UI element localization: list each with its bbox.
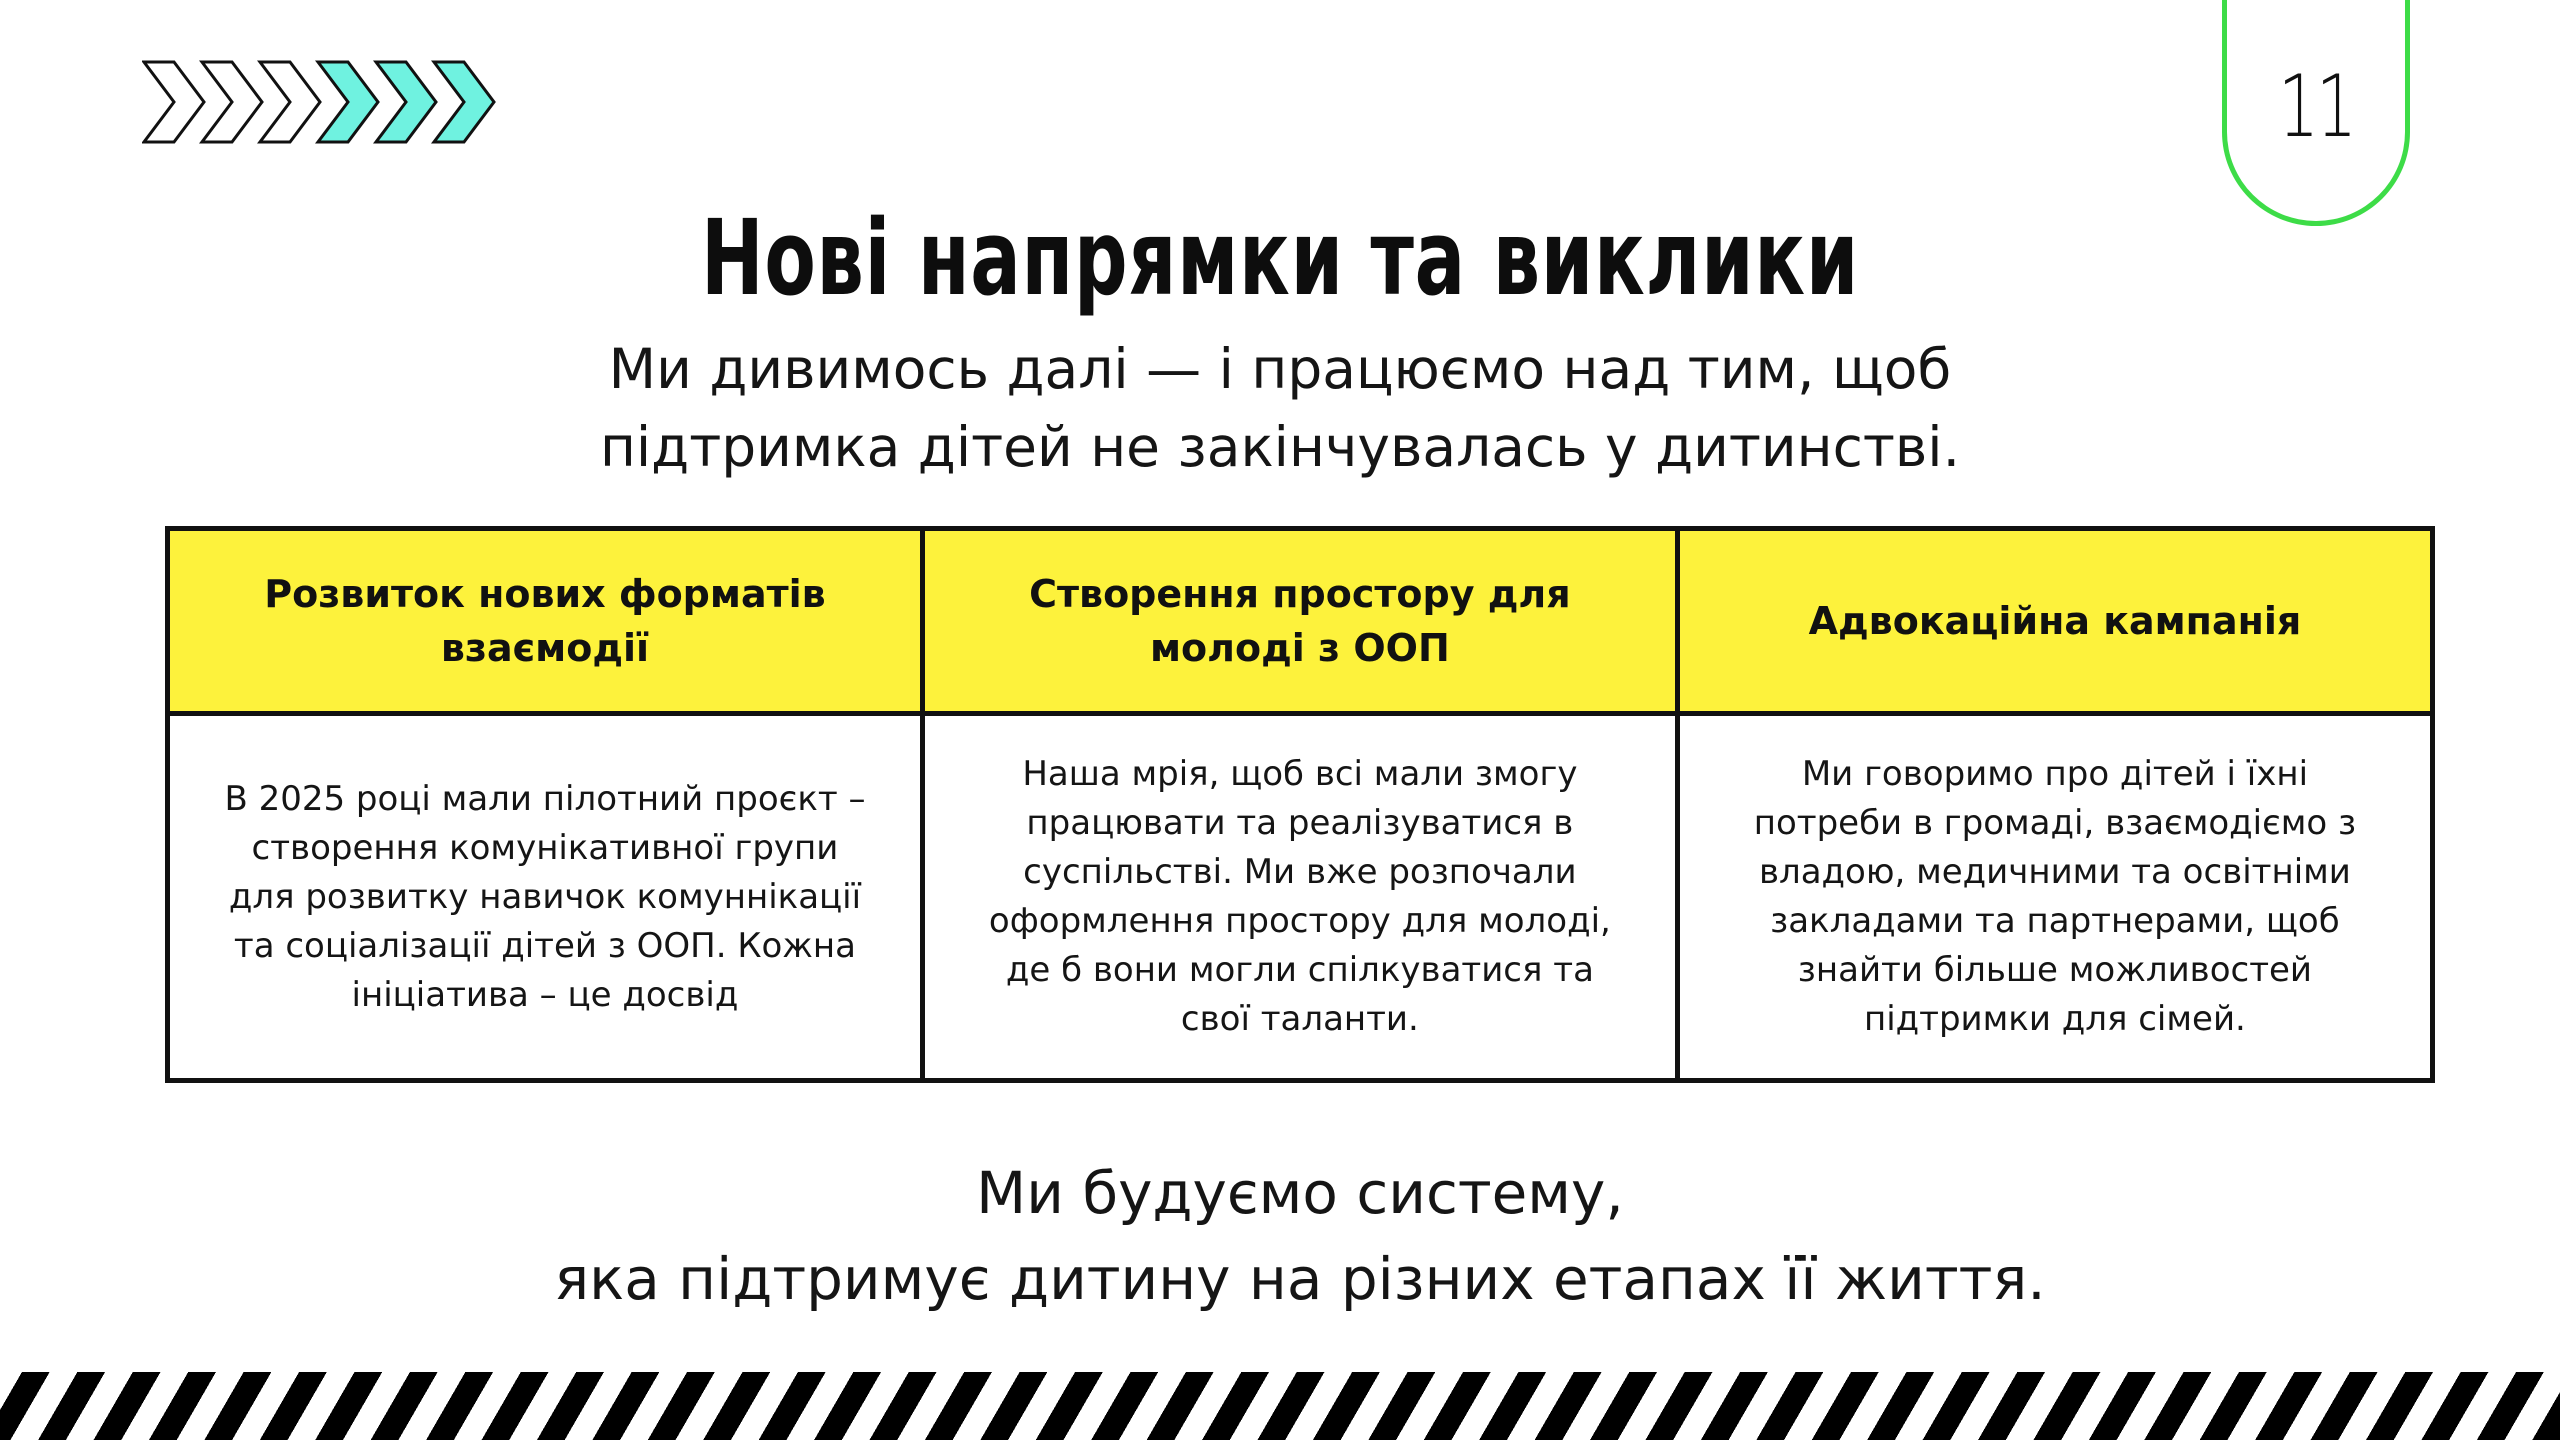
header-cell-new-formats: Розвиток нових форматів взаємодії — [168, 529, 923, 714]
closing-statement — [200, 1150, 2400, 1322]
closing-line: яка підтримує дитину на різних етапах її життя. — [554, 1245, 2046, 1313]
directions-table — [165, 526, 2435, 1083]
closing-line: Ми будуємо систему, — [976, 1159, 1624, 1227]
table-cell-advocacy: Ми говоримо про дітей і їхні потреби в громаді, взаємодіємо з владою, медичними та освітніми закладами та партнерами, щоб знайти більше можливостей підтримки для сімей. — [1677, 714, 2432, 1081]
slide-title: Нові напрямки та виклики — [700, 197, 1860, 319]
header-cell-youth-space: Створення простору для молоді з ООП — [922, 529, 1677, 714]
chevron-arrows-icon — [142, 60, 502, 144]
subtitle-line: підтримка дітей не закінчувалась у дитинстві. — [599, 415, 1961, 479]
table-header-row — [168, 529, 2433, 714]
chevron-filled-1 — [318, 62, 378, 142]
chevron-filled-2 — [376, 62, 436, 142]
chevron-outline-3 — [260, 62, 320, 142]
table-row — [168, 714, 2433, 1081]
chevron-outline-2 — [202, 62, 262, 142]
table-cell-youth-space: Наша мрія, щоб всі мали змогу працювати та реалізуватися в суспільстві. Ми вже розпочали оформлення простору для молоді, де б вони могли спілкуватися та свої таланти. — [922, 714, 1677, 1081]
page-number: 11 — [2277, 57, 2355, 157]
slide-subtitle — [380, 330, 2180, 486]
subtitle-line: Ми дивимось далі — і працюємо над тим, щоб — [608, 337, 1952, 401]
chevron-filled-3 — [434, 62, 494, 142]
chevron-outline-1 — [144, 62, 204, 142]
header-cell-advocacy: Адвокаційна кампанія — [1677, 529, 2432, 714]
table-cell-new-formats: В 2025 році мали пілотний проєкт – створення комунікативної групи для розвитку навичок комуннікації та соціалізації дітей з ООП. Кожна ініціатива – це досвід — [168, 714, 923, 1081]
striped-footer-band — [0, 1372, 2560, 1440]
